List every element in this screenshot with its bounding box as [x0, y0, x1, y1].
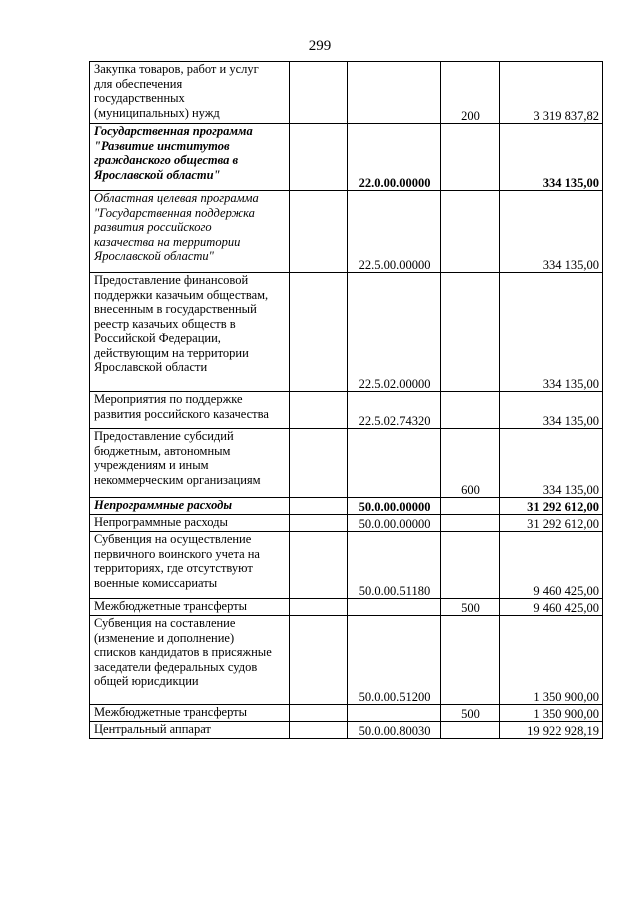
table-row [90, 273, 603, 392]
table-row [90, 62, 603, 124]
row-code: 50.0.00.00000 [348, 498, 441, 515]
row-blank-cell [290, 273, 348, 392]
row-expense-type [441, 515, 500, 532]
row-code: 22.5.02.74320 [348, 392, 441, 429]
page-number: 299 [308, 38, 332, 54]
row-blank-cell [290, 124, 348, 191]
row-blank-cell [290, 532, 348, 599]
row-amount: 9 460 425,00 [500, 532, 603, 599]
row-amount: 31 292 612,00 [500, 515, 603, 532]
table-row [90, 429, 603, 498]
table-row [90, 191, 603, 273]
table-row [90, 616, 603, 705]
row-amount: 334 135,00 [500, 273, 603, 392]
row-name: Центральный аппарат [90, 722, 290, 739]
row-expense-type: 500 [441, 599, 500, 616]
row-name: Субвенция на составление (изменение и дополнение) списков кандидатов в присяжные заседатели федеральных судов общей юрисдикции [90, 616, 290, 705]
row-expense-type [441, 532, 500, 599]
table-row [90, 599, 603, 616]
row-name: Непрограммные расходы [90, 498, 290, 515]
row-amount: 3 319 837,82 [500, 62, 603, 124]
row-expense-type [441, 722, 500, 739]
row-name: Межбюджетные трансферты [90, 705, 290, 722]
row-amount: 334 135,00 [500, 392, 603, 429]
budget-table [89, 61, 603, 739]
row-expense-type [441, 392, 500, 429]
row-expense-type [441, 498, 500, 515]
row-name: Предоставление финансовой поддержки казачьим обществам, внесенным в государственный реестр казачьих обществ в Российской Федерации, действующим на территории Ярославской области [90, 273, 290, 392]
row-expense-type [441, 273, 500, 392]
row-blank-cell [290, 392, 348, 429]
row-amount: 334 135,00 [500, 429, 603, 498]
row-amount: 9 460 425,00 [500, 599, 603, 616]
row-blank-cell [290, 705, 348, 722]
row-name: Областная целевая программа "Государственная поддержка развития российского казачества на территории Ярославской области" [90, 191, 290, 273]
row-code: 22.0.00.00000 [348, 124, 441, 191]
row-blank-cell [290, 722, 348, 739]
row-expense-type [441, 124, 500, 191]
row-blank-cell [290, 191, 348, 273]
row-name: Непрограммные расходы [90, 515, 290, 532]
row-code: 50.0.00.51180 [348, 532, 441, 599]
row-blank-cell [290, 515, 348, 532]
row-blank-cell [290, 599, 348, 616]
table-row [90, 515, 603, 532]
row-blank-cell [290, 616, 348, 705]
row-amount: 19 922 928,19 [500, 722, 603, 739]
row-amount: 31 292 612,00 [500, 498, 603, 515]
row-blank-cell [290, 62, 348, 124]
row-amount: 334 135,00 [500, 124, 603, 191]
table-row [90, 705, 603, 722]
row-code: 22.5.02.00000 [348, 273, 441, 392]
row-name: Государственная программа "Развитие институтов гражданского общества в Ярославской области" [90, 124, 290, 191]
row-expense-type: 500 [441, 705, 500, 722]
row-code [348, 429, 441, 498]
row-blank-cell [290, 429, 348, 498]
table-row [90, 124, 603, 191]
row-amount: 334 135,00 [500, 191, 603, 273]
table-row [90, 722, 603, 739]
row-expense-type: 600 [441, 429, 500, 498]
table-row [90, 532, 603, 599]
row-name: Закупка товаров, работ и услуг для обеспечения государственных (муниципальных) нужд [90, 62, 290, 124]
row-name: Межбюджетные трансферты [90, 599, 290, 616]
row-expense-type: 200 [441, 62, 500, 124]
row-amount: 1 350 900,00 [500, 616, 603, 705]
table-row [90, 392, 603, 429]
row-name: Субвенция на осуществление первичного воинского учета на территориях, где отсутствуют военные комиссариаты [90, 532, 290, 599]
row-expense-type [441, 191, 500, 273]
row-name: Предоставление субсидий бюджетным, автономным учреждениям и иным некоммерческим организациям [90, 429, 290, 498]
table-row [90, 498, 603, 515]
row-code [348, 705, 441, 722]
row-code: 50.0.00.00000 [348, 515, 441, 532]
row-expense-type [441, 616, 500, 705]
row-code: 50.0.00.51200 [348, 616, 441, 705]
row-amount: 1 350 900,00 [500, 705, 603, 722]
row-code [348, 599, 441, 616]
row-code: 22.5.00.00000 [348, 191, 441, 273]
row-code [348, 62, 441, 124]
row-name: Мероприятия по поддержке развития российского казачества [90, 392, 290, 429]
row-code: 50.0.00.80030 [348, 722, 441, 739]
row-blank-cell [290, 498, 348, 515]
